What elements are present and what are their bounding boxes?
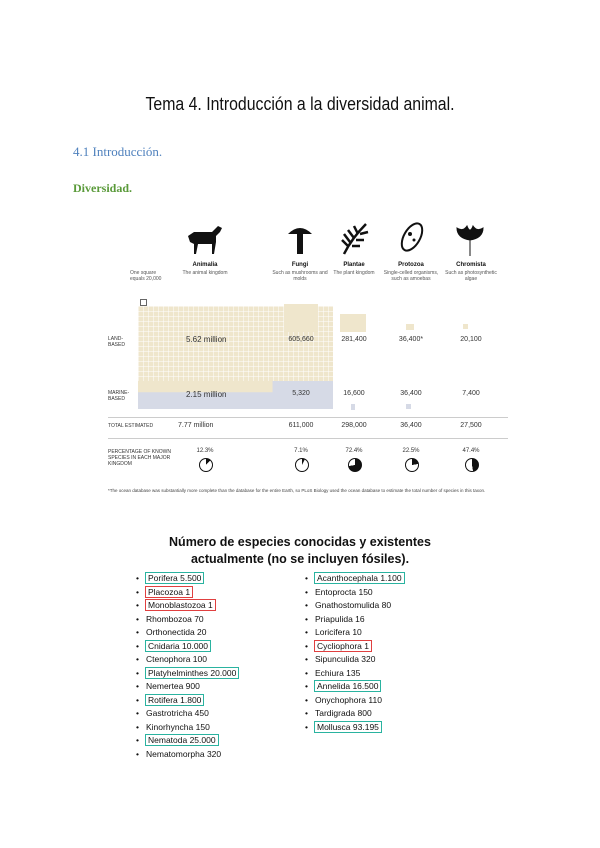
- phylum-label: Nematomorpha 320: [146, 748, 222, 759]
- protozoa-total-value: 36,400: [400, 422, 422, 429]
- algae-icon: [453, 220, 487, 256]
- kingdom-name-plantae: Plantae: [343, 262, 365, 268]
- chromista-percent: 47.4%: [462, 448, 480, 454]
- list-item: [305, 572, 404, 586]
- fungi-total-value: 611,000: [288, 422, 314, 429]
- phylum-label: Kinorhyncha 150: [146, 721, 210, 732]
- list-item: [305, 667, 404, 681]
- horse-icon: [184, 222, 226, 256]
- plantae-land-value: 281,400: [341, 336, 367, 343]
- protozoa-marine-value: 36,400: [400, 390, 422, 397]
- chromista-total-value: 27,500: [460, 422, 482, 429]
- list-item: [305, 586, 404, 600]
- list-item: [136, 667, 238, 681]
- phylum-label: Mollusca 93.195: [317, 721, 379, 732]
- legend-square-icon: [140, 299, 147, 306]
- chromista-land-value: 20,100: [460, 336, 482, 343]
- plantae-total-value: 298,000: [341, 422, 367, 429]
- phylum-label: Echiura 135: [315, 667, 361, 678]
- list-item: [136, 694, 238, 708]
- phylum-label: Tardigrada 800: [315, 708, 372, 718]
- plantae-land-block: [340, 314, 366, 332]
- protozoa-marine-block: [406, 404, 411, 409]
- infographic-footnote: *The ocean database was substantially more complete than the database for the entire Earth, so PLoS Biology used the ocean database to estimate the total number of species in this taxon.: [108, 488, 486, 493]
- phylum-label: Acanthocephala 1.100: [317, 573, 402, 583]
- row-label-percent: PERCENTAGE OF KNOWN SPECIES IN EACH MAJOR KINGDOM: [108, 449, 171, 467]
- list-item: [136, 680, 238, 694]
- list-item: [305, 626, 404, 640]
- kingdom-desc-protozoa: Single-celled organisms, such as amoebas: [383, 270, 439, 282]
- chromista-land-block: [463, 324, 468, 329]
- kingdom-desc-animalia: The animal kingdom: [182, 270, 228, 276]
- row-label-marine: MARINE-BASED: [108, 390, 130, 402]
- row-label-land: LAND-BASED: [108, 336, 125, 348]
- chromista-pie: [465, 458, 479, 472]
- animalia-land-value: 5.62 million: [186, 335, 227, 344]
- kingdom-name-chromista: Chromista: [456, 262, 486, 268]
- phylum-label: Onychophora 110: [315, 694, 382, 705]
- phylum-label: Cycliophora 1: [317, 640, 369, 651]
- protozoa-land-block: [406, 324, 414, 330]
- section-heading: 4.1 Introducción.: [73, 144, 163, 159]
- phylum-label: Entoprocta 150: [315, 586, 373, 597]
- document-title: Tema 4. Introducción a la diversidad animal.: [145, 94, 455, 114]
- phylum-label: Cnidaria 10.000: [148, 640, 209, 651]
- plantae-pie: [348, 458, 362, 472]
- species-list-left: [136, 572, 238, 761]
- animalia-marine-value: 2.15 million: [186, 390, 227, 399]
- phylum-label: Placozoa 1: [148, 586, 191, 597]
- protozoa-land-value: 36,400*: [398, 336, 424, 343]
- species-title-line1: Número de especies conocidas y existentes: [169, 535, 431, 549]
- list-item: [305, 707, 404, 721]
- phylum-label: Gnathostomulida 80: [315, 600, 392, 610]
- list-item: [305, 721, 404, 735]
- legend-square: One square equals 20,000: [130, 270, 162, 282]
- list-item: [305, 640, 404, 654]
- phylum-label: Priapulida 16: [315, 613, 365, 624]
- phylum-label: Orthonectida 20: [146, 627, 207, 637]
- kingdom-desc-chromista: Such as photosynthetic algae: [445, 270, 497, 282]
- kingdom-desc-plantae: The plant kingdom: [333, 270, 375, 276]
- animalia-pie: [199, 458, 213, 472]
- protozoa-icon: [398, 220, 426, 254]
- plantae-percent: 72.4%: [345, 448, 363, 454]
- list-item: [136, 599, 238, 613]
- fungi-land-value: 605,660: [288, 336, 314, 343]
- protozoa-pie: [405, 458, 419, 472]
- species-list-right: [305, 572, 404, 734]
- list-item: [136, 626, 238, 640]
- kingdom-name-fungi: Fungi: [291, 262, 309, 268]
- subsection-heading: Diversidad.: [73, 181, 133, 195]
- list-item: [136, 707, 238, 721]
- phylum-label: Rotifera 1.800: [148, 694, 202, 705]
- fungi-pie: [295, 458, 309, 472]
- list-item: [136, 734, 238, 748]
- divider: [108, 438, 508, 439]
- phylum-label: Loricifera 10: [315, 627, 362, 637]
- list-item: [305, 599, 404, 613]
- kingdom-infographic: [108, 212, 508, 504]
- kingdom-name-animalia: Animalia: [192, 262, 218, 268]
- phylum-label: Ctenophora 100: [146, 654, 207, 664]
- mushroom-icon: [286, 222, 314, 256]
- phylum-label: Nemertea 900: [146, 681, 200, 691]
- list-item: [136, 721, 238, 735]
- phylum-label: Annelida 16.500: [317, 681, 379, 691]
- list-item: [136, 613, 238, 627]
- list-item: [305, 653, 404, 667]
- fungi-percent: 7.1%: [294, 448, 308, 454]
- divider: [108, 417, 508, 418]
- list-item: [136, 586, 238, 600]
- protozoa-percent: 22.5%: [402, 448, 420, 454]
- kingdom-name-protozoa: Protozoa: [398, 262, 424, 268]
- phylum-label: Monoblastozoa 1: [148, 600, 213, 610]
- list-item: [305, 680, 404, 694]
- list-item: [136, 653, 238, 667]
- phylum-label: Sipunculida 320: [315, 654, 376, 664]
- fungi-land-block: [284, 304, 318, 332]
- list-item: [305, 694, 404, 708]
- plantae-marine-value: 16,600: [343, 390, 365, 397]
- phylum-label: Platyhelminthes 20.000: [148, 667, 237, 678]
- fern-icon: [340, 220, 370, 256]
- row-label-total: TOTAL ESTIMATED: [108, 423, 154, 429]
- fungi-marine-value: 5,320: [292, 390, 310, 397]
- list-item: [305, 613, 404, 627]
- list-item: [136, 640, 238, 654]
- kingdom-desc-fungi: Such as mushrooms and molds: [272, 270, 328, 282]
- animalia-percent: 12.3%: [196, 448, 214, 454]
- list-item: [136, 572, 238, 586]
- species-title-line2: actualmente (no se incluyen fósiles).: [190, 552, 410, 566]
- list-item: [136, 748, 238, 762]
- animalia-total-value: 7.77 million: [178, 422, 214, 429]
- chromista-marine-value: 7,400: [462, 390, 480, 397]
- phylum-label: Porifera 5.500: [148, 573, 202, 583]
- phylum-label: Gastrotricha 450: [146, 708, 209, 718]
- phylum-label: Rhombozoa 70: [146, 613, 204, 624]
- phylum-label: Nematoda 25.000: [148, 735, 216, 745]
- plantae-marine-block: [351, 404, 355, 410]
